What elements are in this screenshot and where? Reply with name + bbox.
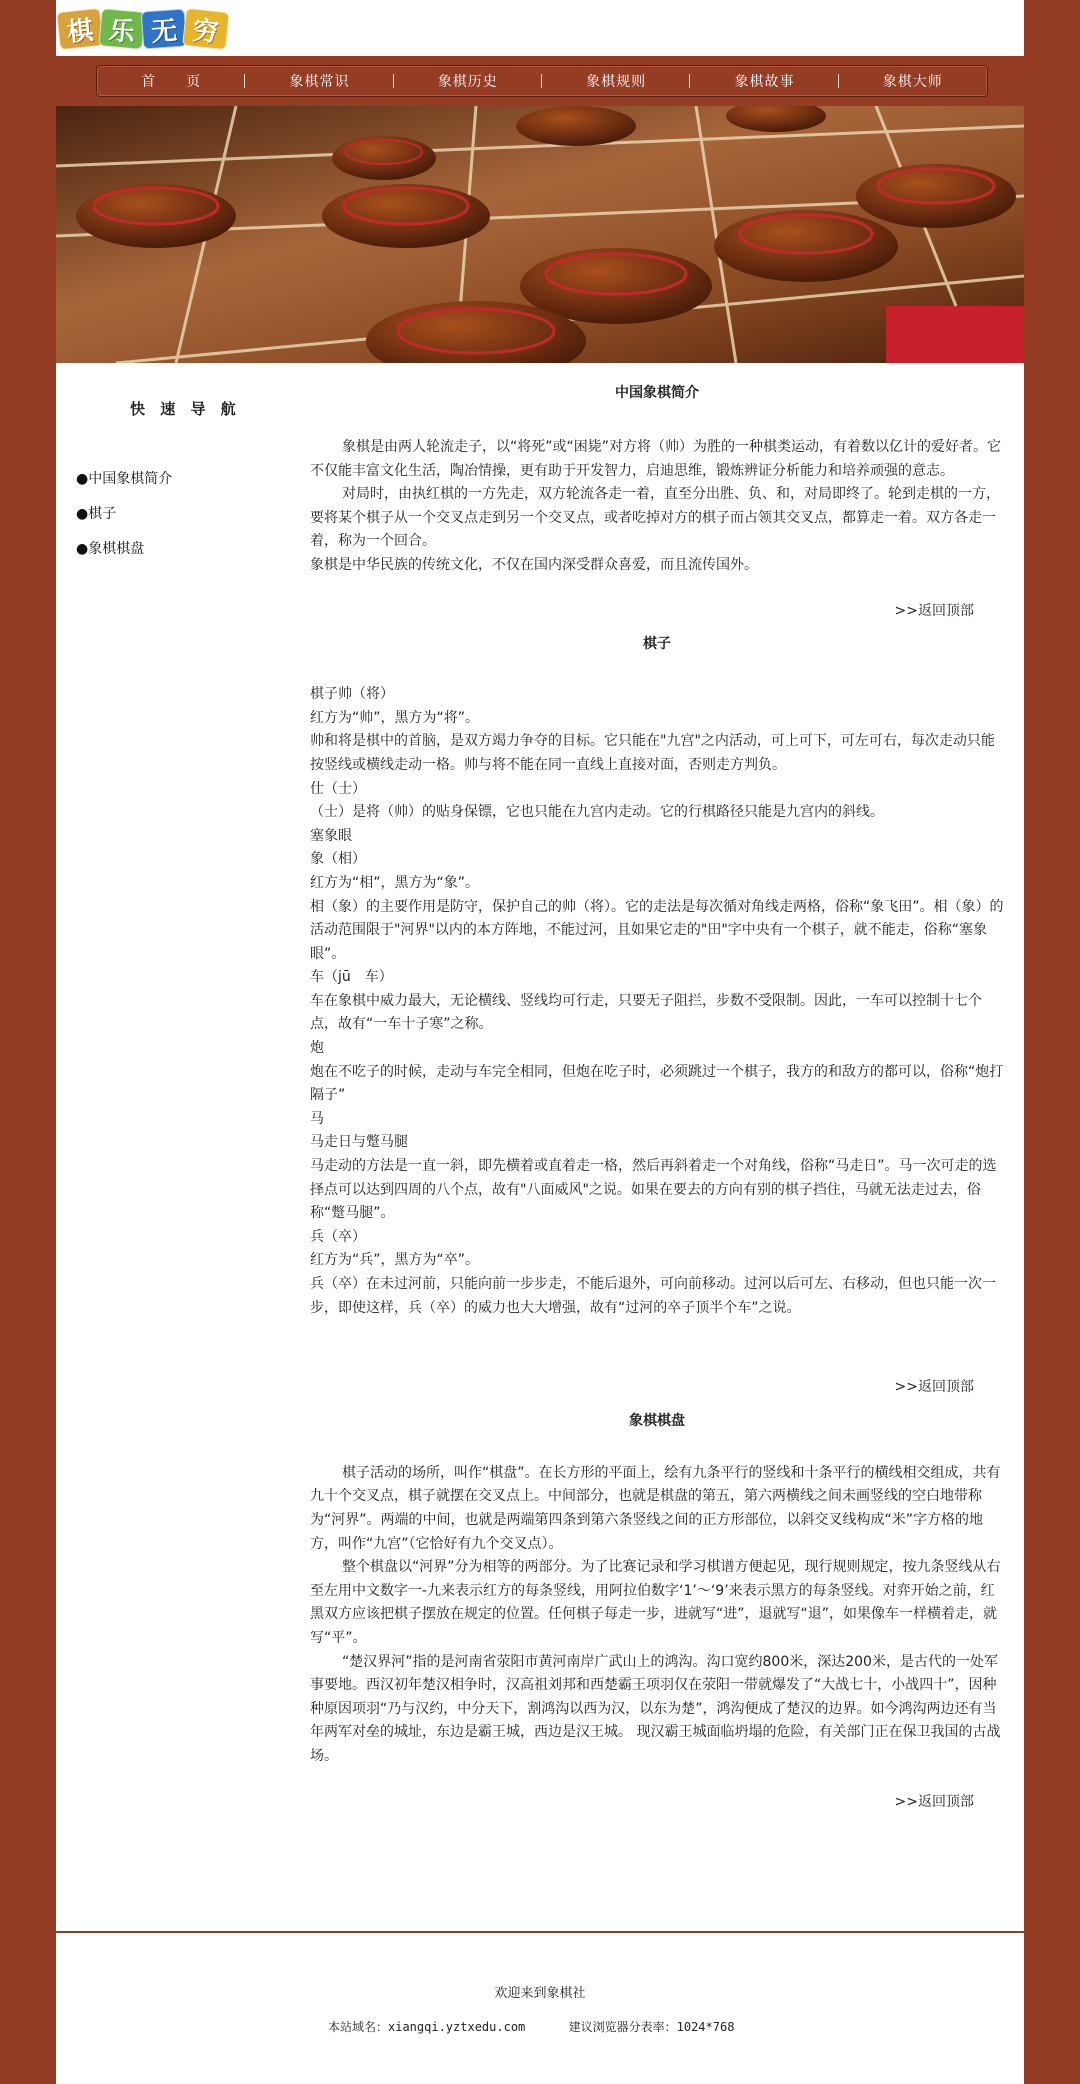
paragraph: 仕（士） (310, 780, 366, 797)
back-to-top-link[interactable]: >>返回顶部 (894, 602, 974, 619)
logo-tile: 穷 (182, 8, 230, 50)
sidebar-link-board[interactable]: ●象棋棋盘 (76, 541, 145, 557)
paragraph: 象棋是中华民族的传统文化，不仅在国内深受群众喜爱，而且流传国外。 (310, 556, 758, 573)
chessboard-photo (56, 106, 1024, 363)
paragraph: 相（象）的主要作用是防守，保护自己的帅（将）。它的走法是每次循对角线走两格，俗称“象飞田”。相（象）的活动范围限于"河界"以内的本方阵地，不能过河，且如果它走的"田"字中央有一个棋子，就不能走，俗称“塞象眼”。 (310, 898, 1004, 962)
paragraph: 炮在不吃子的时候，走动与车完全相同，但炮在吃子时，必须跳过一个棋子，我方的和敌方的都可以，俗称“炮打隔子” (310, 1063, 1004, 1104)
nav-history[interactable]: 象棋历史 (394, 71, 542, 91)
paragraph: （士）是将（帅）的贴身保镖，它也只能在九宫内走动。它的行棋路径只能是九宫内的斜线。 (310, 804, 884, 821)
main-content (310, 382, 1004, 1814)
footer-welcome: 欢迎来到象棋社 (494, 1986, 586, 2001)
sidebar-title: 快 速 导 航 (130, 400, 241, 418)
paragraph: 车（jū 车） (310, 969, 393, 986)
paragraph: 马走日与蹩马腿 (310, 1134, 408, 1151)
back-to-top-link[interactable]: >>返回顶部 (894, 1379, 974, 1396)
nav-masters[interactable]: 象棋大师 (882, 74, 943, 90)
logo-tile: 棋 (56, 8, 104, 50)
paragraph: 帅和将是棋中的首脑，是双方竭力争夺的目标。它只能在"九宫"之内活动，可上可下，可左可右，每次走动只能按竖线或横线走动一格。帅与将不能在同一直线上直接对面，否则走方判负。 (310, 733, 995, 773)
paragraph: 兵（卒）在未过河前，只能向前一步步走，不能后退外，可向前移动。过河以后可左、右移动，但也只能一次一步，即使这样，兵（卒）的威力也大大增强，故有“过河的卒子顶半个车”之说。 (310, 1276, 996, 1316)
paragraph: 塞象眼 (310, 827, 352, 844)
nav-knowledge[interactable]: 象棋常识 (245, 71, 393, 91)
paragraph: 红方为“相”，黑方为“象”。 (310, 874, 480, 891)
paragraph: 马 (310, 1110, 324, 1127)
section-title: 象棋棋盘 (629, 1412, 685, 1429)
sidebar-link-pieces[interactable]: ●棋子 (76, 506, 117, 522)
paragraph: 马走动的方法是一直一斜，即先横着或直着走一格，然后再斜着走一个对角线，俗称“马走日”。马一次可走的选择点可以达到四周的八个点，故有"八面威风"之说。如果在要去的方向有别的棋子挡住，马就无法走过去，俗称“蹩马腿”。 (310, 1158, 997, 1222)
main-nav (96, 65, 988, 97)
sidebar-link-intro[interactable]: ●中国象棋简介 (76, 471, 173, 487)
paragraph: 整个棋盘以“河界”分为相等的两部分。为了比赛记录和学习棋谱方便起见，现行规则规定，按九条竖线从右至左用中文数字一-九来表示红方的每条竖线，用阿拉伯数字‘1’～‘9’来表示黑方的每条竖线。对弈开始之前，红黑双方应该把棋子摆放在规定的位置。任何棋子每走一步，进就写“进”，退就写“退”，如果像车一样横着走，就写“平”。 (310, 1559, 1001, 1646)
paragraph: 棋子帅（将） (310, 686, 394, 703)
paragraph: 象（相） (310, 851, 366, 868)
back-to-top-link[interactable]: >>返回顶部 (894, 1793, 974, 1810)
paragraph: 兵（卒） (310, 1228, 366, 1245)
paragraph: “楚汉界河”指的是河南省荥阳市黄河南岸广武山上的鸿沟。沟口宽约800米，深达200米，是古代的一处军事要地。西汉初年楚汉相争时，汉高祖刘邦和西楚霸王项羽仅在荥阳一带就爆发了“大战七十，小战四十”，因种种原因项羽“乃与汉约，中分天下，割鸿沟以西为汉，以东为楚”，鸿沟便成了楚汉的边界。如今鸿沟两边还有当年两军对垒的城址，东边是霸王城，西边是汉王城。 现汉霸王城面临坍塌的危险，有关部门正在保卫我国的古战场。 (310, 1653, 1001, 1764)
logo-tile: 乐 (98, 8, 145, 50)
page-container (56, 0, 1024, 2084)
paragraph: 棋子活动的场所，叫作“棋盘”。在长方形的平面上，绘有九条平行的竖线和十条平行的横线相交组成，共有九十个交叉点，棋子就摆在交叉点上。中间部分，也就是棋盘的第五，第六两横线之间未画竖线的空白地带称为“河界”。两端的中间，也就是两端第四条到第六条竖线之间的正方形部位，以斜交叉线构成“米”字方格的地方，叫作“九宫”（它恰好有九个交叉点）。 (310, 1464, 1001, 1552)
banner-image (56, 106, 1024, 363)
nav-stories[interactable]: 象棋故事 (690, 71, 838, 91)
paragraph: 炮 (310, 1040, 324, 1057)
site-logo[interactable] (58, 4, 226, 52)
paragraph: 象棋是由两人轮流走子，以“将死”或“困毙”对方将（帅）为胜的一种棋类运动，有着数以亿计的爱好者。它不仅能丰富文化生活，陶冶情操，更有助于开发智力，启迪思维，锻炼辨证分析能力和培养顽强的意志。 (310, 439, 1002, 479)
paragraph: 红方为“兵”，黑方为“卒”。 (310, 1252, 480, 1269)
footer-divider (56, 1931, 1024, 1933)
nav-home[interactable]: 首 页 (97, 71, 245, 91)
footer-info: 本站域名：xiangqi.yztxedu.com 建议浏览器分表率：1024*768 (328, 2020, 735, 2034)
section-title: 中国象棋简介 (615, 385, 699, 401)
paragraph: 车在象棋中威力最大，无论横线、竖线均可行走，只要无子阻拦，步数不受限制。因此，一车可以控制十七个点，故有“一车十子寒”之称。 (310, 992, 982, 1033)
section-title: 棋子 (643, 636, 671, 653)
logo-tile: 无 (141, 9, 188, 50)
paragraph: 对局时，由执红棋的一方先走，双方轮流各走一着，直至分出胜、负、和，对局即终了。轮到走棋的一方，要将某个棋子从一个交叉点走到另一个交叉点，或者吃掉对方的棋子而占领其交叉点，都算走一着。双方各走一着，称为一个回合。 (310, 486, 1000, 550)
nav-rules[interactable]: 象棋规则 (542, 71, 690, 91)
paragraph: 红方为“帅”，黑方为“将”。 (310, 709, 480, 726)
